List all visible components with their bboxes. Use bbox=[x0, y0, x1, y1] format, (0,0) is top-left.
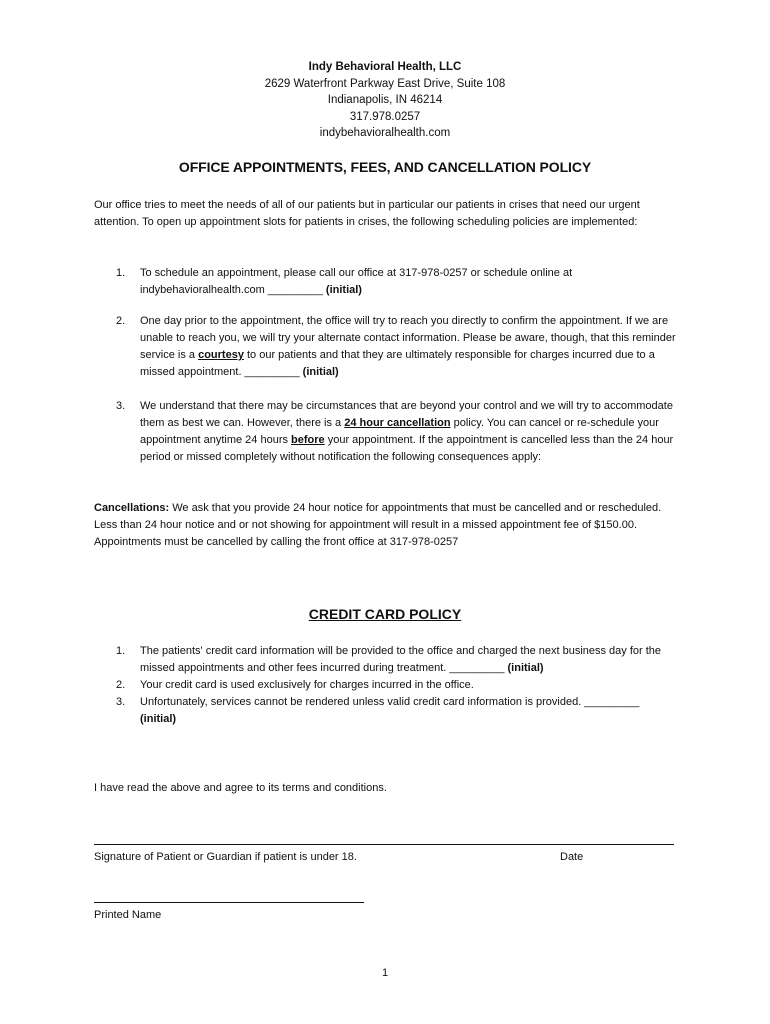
website: indybehavioralhealth.com bbox=[319, 127, 451, 139]
courtesy-emphasis: courtesy bbox=[198, 349, 244, 361]
initial-label: (initial) bbox=[140, 713, 177, 725]
credit-item-1: 1. The patients' credit card information will be provided to the office and charged the next business day for the missed appointments and other fees incurred during treatment. _________ (initial) bbox=[116, 645, 662, 674]
company-name: Indy Behavioral Health, LLC bbox=[308, 61, 462, 73]
policy-item-2: 2. One day prior to the appointment, the office will try to reach you directly to confirm the appointment. If we are unable to reach you, we will try your alternate contact information. Please be aware, though, that this reminder service is a courtesy to our patients and that they are ultimately responsible for charges incurred due to a missed appointment. _________ (initial) bbox=[116, 315, 676, 378]
policy-item-1: 1. To schedule an appointment, please call our office at 317-978-0257 or schedule online at indybehavioralhealth.com _________ (initial) bbox=[116, 267, 573, 296]
before-emphasis: before bbox=[291, 434, 325, 446]
printed-name-line[interactable] bbox=[94, 902, 364, 903]
credit-item-3: 3. Unfortunately, services cannot be rendered unless valid credit card information is provided. _________ (initial) bbox=[116, 696, 640, 725]
signature-label: Signature of Patient or Guardian if patient is under 18. bbox=[94, 851, 357, 863]
initial-label: (initial) bbox=[302, 366, 339, 378]
initial-label: (initial) bbox=[507, 662, 544, 674]
address-line-2: Indianapolis, IN 46214 bbox=[327, 94, 443, 106]
signature-line[interactable] bbox=[94, 844, 674, 845]
policy-list bbox=[94, 265, 676, 299]
credit-item-2: 2. Your credit card is used exclusively for charges incurred in the office. bbox=[116, 679, 474, 691]
policy-item-3: 3. We understand that there may be circumstances that are beyond your control and we will try to accommodate them as best we can. However, there is a 24 hour cancellation policy. You can cancel or re-schedule your appointment anytime 24 hours before your appointment. If the appointment is cancelled less than the 24 hour period or missed completely without notification the following consequences apply: bbox=[116, 400, 674, 463]
address-line-1: 2629 Waterfront Parkway East Drive, Suite 108 bbox=[264, 77, 506, 90]
policy-intro: Our office tries to meet the needs of all of our patients but in particular our patients in crises that need our urgent attention. To open up appointment slots for patients in crises, the following scheduling policies are implemented: bbox=[94, 199, 640, 228]
credit-card-list bbox=[94, 643, 676, 728]
initial-label: (initial) bbox=[325, 284, 362, 296]
phone-number: 317.978.0257 bbox=[349, 110, 421, 123]
policy-title: OFFICE APPOINTMENTS, FEES, AND CANCELLATION POLICY bbox=[178, 159, 592, 175]
cancellations-label: Cancellations: bbox=[94, 502, 170, 514]
agreement-statement: I have read the above and agree to its terms and conditions. bbox=[94, 782, 387, 794]
letterhead bbox=[0, 59, 770, 142]
cancellation-emphasis: 24 hour cancellation bbox=[344, 417, 451, 429]
credit-card-title: CREDIT CARD POLICY bbox=[308, 606, 462, 622]
cancellations-paragraph: Cancellations: We ask that you provide 24 hour notice for appointments that must be cancelled and or rescheduled. Less than 24 hour notice and or not showing for appointment will result in a missed appointment fee of $150.00. Appointments must be cancelled by calling the front office at 317-978-0257 bbox=[94, 502, 662, 548]
date-label: Date bbox=[560, 851, 584, 863]
printed-name-label: Printed Name bbox=[94, 909, 162, 921]
page-number: 1 bbox=[381, 967, 389, 979]
policy-list-2 bbox=[94, 313, 676, 381]
policy-list-3 bbox=[94, 398, 676, 466]
